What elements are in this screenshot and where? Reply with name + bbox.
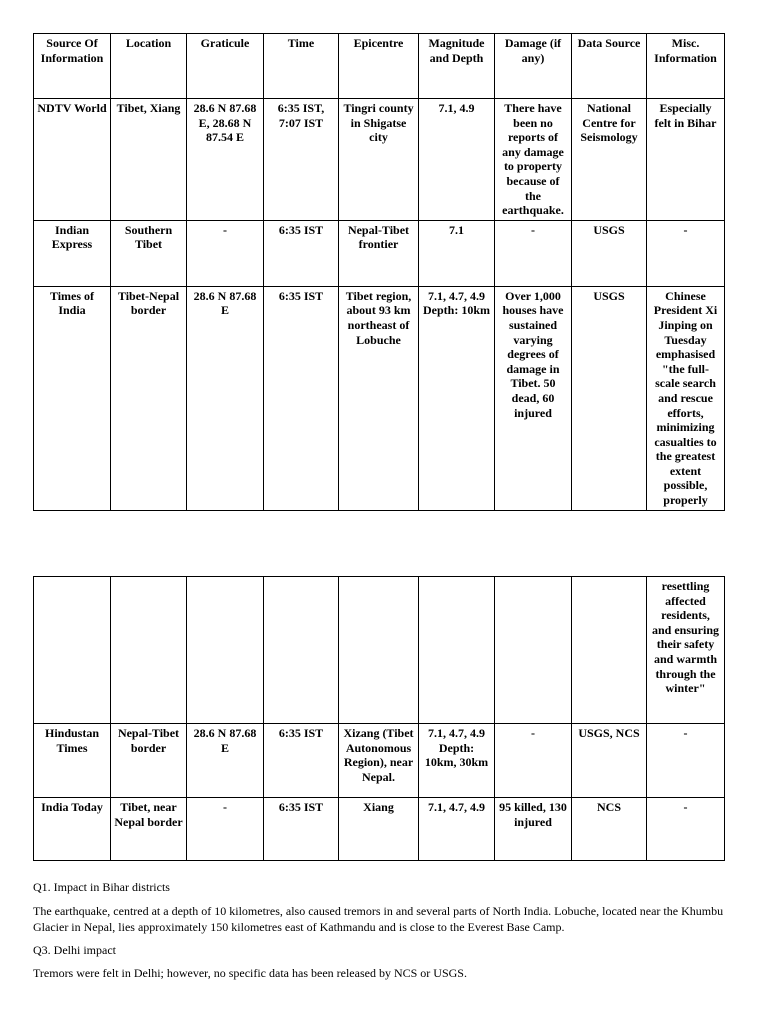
table-cell: NDTV World [34, 99, 111, 221]
table-cell: - [187, 220, 264, 286]
table-cell: - [647, 220, 725, 286]
table-cell: 6:35 IST, 7:07 IST [264, 99, 339, 221]
table-cell: Tibet region, about 93 km northeast of Lobuche [339, 286, 419, 510]
question-1-answer: The earthquake, centred at a depth of 10 kilometres, also caused tremors in and several parts of North India. Lobuche, located near the Khumbu Glacier in Nepal, lies approximately 150 kilometres east of Kathmandu and is close to the Everest Base Camp. [33, 904, 724, 934]
table-cell: 7.1 [419, 220, 495, 286]
table-cell: Tibet, near Nepal border [111, 798, 187, 861]
table-row [34, 798, 725, 861]
table-cell: 7.1, 4.7, 4.9 Depth: 10km, 30km [419, 724, 495, 798]
table-cell: 7.1, 4.7, 4.9 [419, 798, 495, 861]
table-cell [572, 577, 647, 724]
table-row [34, 99, 725, 221]
table-cell: Xiang [339, 798, 419, 861]
table-cell: Tibet, Xiang [111, 99, 187, 221]
table-cell: - [495, 724, 572, 798]
header-cell: Time [264, 34, 339, 99]
table-cell: India Today [34, 798, 111, 861]
table-cell: 28.6 N 87.68 E, 28.68 N 87.54 E [187, 99, 264, 221]
table-cell: Southern Tibet [111, 220, 187, 286]
header-cell: Damage (if any) [495, 34, 572, 99]
table-cell: resettling affected residents, and ensuring their safety and warmth through the winter" [647, 577, 725, 724]
table-row [34, 577, 725, 724]
earthquake-report-table [33, 33, 725, 511]
table-cell: 6:35 IST [264, 220, 339, 286]
table-cell: 6:35 IST [264, 286, 339, 510]
header-cell: Misc. Information [647, 34, 725, 99]
table-cell [264, 577, 339, 724]
table-cell: Especially felt in Bihar [647, 99, 725, 221]
header-cell: Location [111, 34, 187, 99]
table-cell: - [495, 220, 572, 286]
table-cell: 28.6 N 87.68 E [187, 286, 264, 510]
table-cell: Tibet-Nepal border [111, 286, 187, 510]
header-cell: Data Source [572, 34, 647, 99]
table-cell: Xizang (Tibet Autonomous Region), near Nepal. [339, 724, 419, 798]
table-cell: - [647, 798, 725, 861]
table-row [34, 220, 725, 286]
table-cell: Chinese President Xi Jinping on Tuesday emphasised "the full-scale search and rescue efforts, minimizing casualties to the greatest extent possible, properly [647, 286, 725, 510]
table-cell: National Centre for Seismology [572, 99, 647, 221]
header-cell: Epicentre [339, 34, 419, 99]
question-3-heading: Q3. Delhi impact [33, 943, 116, 957]
earthquake-report-table-continued [33, 576, 725, 861]
table-cell: USGS [572, 220, 647, 286]
table-cell: There have been no reports of any damage to property because of the earthquake. [495, 99, 572, 221]
table-header-row [34, 34, 725, 99]
table-cell: Hindustan Times [34, 724, 111, 798]
table-cell: 28.6 N 87.68 E [187, 724, 264, 798]
table-cell: - [187, 798, 264, 861]
table-cell: Nepal-Tibet frontier [339, 220, 419, 286]
table-cell [339, 577, 419, 724]
table-row [34, 286, 725, 510]
table-cell: Tingri county in Shigatse city [339, 99, 419, 221]
table-cell: Over 1,000 houses have sustained varying degrees of damage in Tibet. 50 dead, 60 injured [495, 286, 572, 510]
table-cell: Nepal-Tibet border [111, 724, 187, 798]
question-1-heading: Q1. Impact in Bihar districts [33, 880, 170, 894]
header-cell: Magnitude and Depth [419, 34, 495, 99]
table-cell [111, 577, 187, 724]
header-cell: Graticule [187, 34, 264, 99]
table-cell [419, 577, 495, 724]
table-cell: Times of India [34, 286, 111, 510]
table-cell [34, 577, 111, 724]
question-3-answer: Tremors were felt in Delhi; however, no specific data has been released by NCS or USGS. [33, 966, 467, 980]
table-cell: Indian Express [34, 220, 111, 286]
table-cell: 6:35 IST [264, 724, 339, 798]
table-cell [187, 577, 264, 724]
table-cell: USGS, NCS [572, 724, 647, 798]
table-cell: 6:35 IST [264, 798, 339, 861]
table-cell: - [647, 724, 725, 798]
table-cell: 7.1, 4.7, 4.9 Depth: 10km [419, 286, 495, 510]
table-cell: NCS [572, 798, 647, 861]
header-cell: Source Of Information [34, 34, 111, 99]
table-cell [495, 577, 572, 724]
table-cell: 7.1, 4.9 [419, 99, 495, 221]
table-row [34, 724, 725, 798]
table-cell: 95 killed, 130 injured [495, 798, 572, 861]
table-cell: USGS [572, 286, 647, 510]
